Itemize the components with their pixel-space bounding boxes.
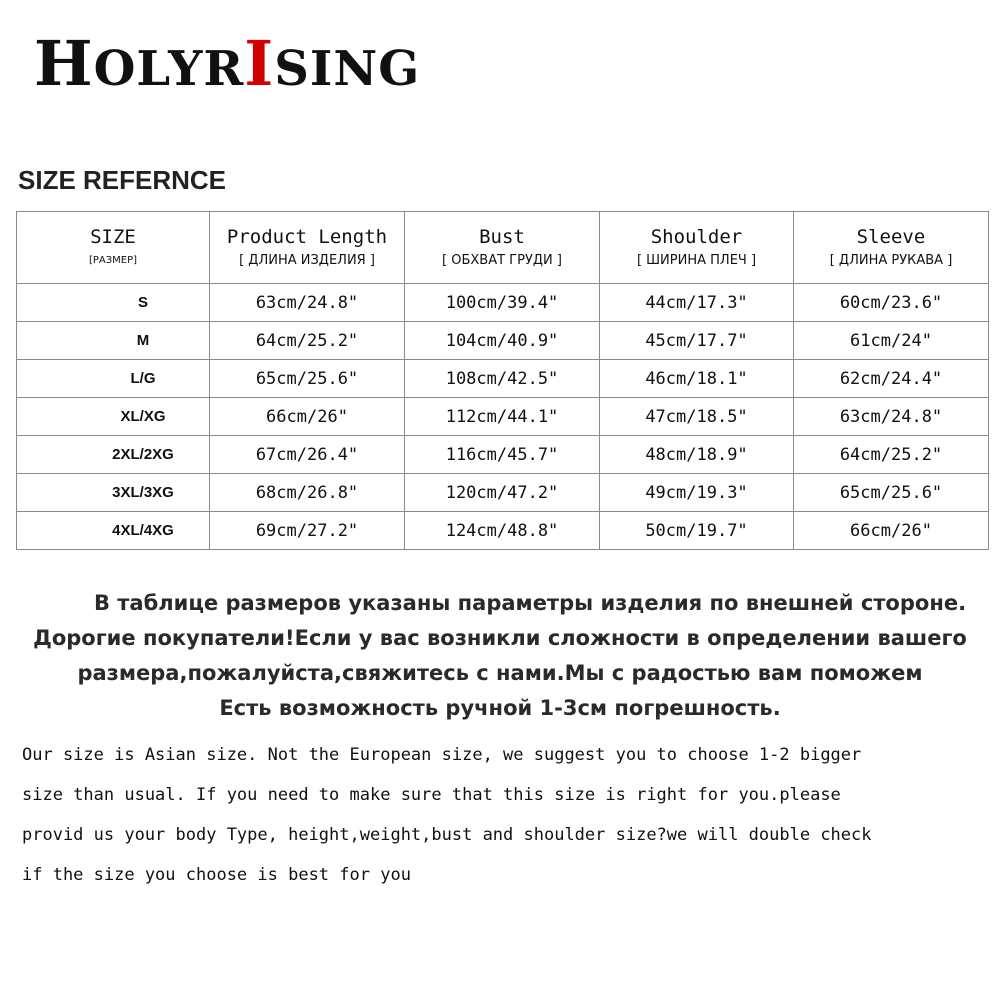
english-note-line: Our size is Asian size. Not the European size, we suggest you to choose 1-2 bigger: [22, 745, 862, 765]
russian-note-line: Есть возможность ручной 1-3см погрешность.: [219, 696, 781, 720]
section-title: SIZE REFERNCE: [18, 165, 227, 195]
table-row: [17, 398, 989, 436]
logo-first-letter: H: [34, 27, 94, 100]
shoulder-cell: 44cm/17.3": [600, 284, 794, 322]
bust-cell: 104cm/40.9": [405, 322, 600, 360]
header-sleeve-sublabel: [ ДЛИНА РУКАВА ]: [829, 253, 953, 268]
table-header-row: [17, 212, 989, 284]
size-chart-table: [16, 211, 989, 550]
header-shoulder: [600, 212, 794, 284]
size-cell: M: [17, 322, 210, 360]
sleeve-cell: 61cm/24": [794, 322, 989, 360]
header-sleeve-label: Sleeve: [856, 226, 926, 248]
shoulder-cell: 49cm/19.3": [600, 474, 794, 512]
size-cell: 3XL/3XG: [17, 474, 210, 512]
header-size-sublabel: [РАЗМЕР]: [88, 255, 138, 266]
size-cell: XL/XG: [17, 398, 210, 436]
russian-note-line: Дорогие покупатели!Если у вас возникли сложности в определении вашего: [33, 626, 967, 650]
shoulder-cell: 48cm/18.9": [600, 436, 794, 474]
header-product-length: [210, 212, 405, 284]
english-note-line: size than usual. If you need to make sure that this size is right for you.please: [22, 785, 841, 805]
logo-text-part-2: OLYR: [93, 41, 245, 97]
logo-accent-letter: I: [244, 27, 275, 100]
russian-size-note: [0, 586, 1000, 726]
size-cell: 4XL/4XG: [17, 512, 210, 550]
size-cell: L/G: [17, 360, 210, 398]
russian-note-line: размера,пожалуйста,свяжитесь с нами.Мы с радостью вам поможем: [77, 661, 923, 685]
sleeve-cell: 63cm/24.8": [794, 398, 989, 436]
size-cell: 2XL/2XG: [17, 436, 210, 474]
product-length-cell: 68cm/26.8": [210, 474, 405, 512]
size-cell: S: [17, 284, 210, 322]
bust-cell: 120cm/47.2": [405, 474, 600, 512]
shoulder-cell: 50cm/19.7": [600, 512, 794, 550]
table-row: [17, 436, 989, 474]
header-bust: [405, 212, 600, 284]
header-size: [17, 212, 210, 284]
shoulder-cell: 47cm/18.5": [600, 398, 794, 436]
product-length-cell: 65cm/25.6": [210, 360, 405, 398]
bust-cell: 100cm/39.4": [405, 284, 600, 322]
bust-cell: 108cm/42.5": [405, 360, 600, 398]
english-size-note: [22, 735, 982, 895]
product-length-cell: 64cm/25.2": [210, 322, 405, 360]
table-row: [17, 474, 989, 512]
logo-text-part-3: SING: [274, 41, 421, 97]
bust-cell: 116cm/45.7": [405, 436, 600, 474]
header-shoulder-sublabel: [ ШИРИНА ПЛЕЧ ]: [636, 253, 757, 268]
bust-cell: 112cm/44.1": [405, 398, 600, 436]
product-length-cell: 69cm/27.2": [210, 512, 405, 550]
sleeve-cell: 60cm/23.6": [794, 284, 989, 322]
brand-logo: [34, 27, 421, 100]
table-row: [17, 322, 989, 360]
sleeve-cell: 64cm/25.2": [794, 436, 989, 474]
bust-cell: 124cm/48.8": [405, 512, 600, 550]
table-row: [17, 360, 989, 398]
header-shoulder-label: Shoulder: [650, 226, 743, 248]
product-length-cell: 63cm/24.8": [210, 284, 405, 322]
header-size-label: SIZE: [90, 226, 136, 248]
sleeve-cell: 62cm/24.4": [794, 360, 989, 398]
header-sleeve: [794, 212, 989, 284]
product-length-cell: 67cm/26.4": [210, 436, 405, 474]
english-note-line: if the size you choose is best for you: [22, 865, 411, 885]
english-note-line: provid us your body Type, height,weight,bust and shoulder size?we will double check: [22, 825, 872, 845]
shoulder-cell: 45cm/17.7": [600, 322, 794, 360]
russian-note-line: В таблице размеров указаны параметры изделия по внешней стороне.: [93, 591, 967, 615]
shoulder-cell: 46cm/18.1": [600, 360, 794, 398]
table-row: [17, 284, 989, 322]
table-row: [17, 512, 989, 550]
product-length-cell: 66cm/26": [210, 398, 405, 436]
header-product-length-sublabel: [ ДЛИНА ИЗДЕЛИЯ ]: [239, 253, 375, 268]
sleeve-cell: 66cm/26": [794, 512, 989, 550]
header-product-length-label: Product Length: [226, 226, 388, 248]
header-bust-label: Bust: [479, 226, 525, 248]
header-bust-sublabel: [ ОБХВАТ ГРУДИ ]: [442, 253, 562, 268]
sleeve-cell: 65cm/25.6": [794, 474, 989, 512]
